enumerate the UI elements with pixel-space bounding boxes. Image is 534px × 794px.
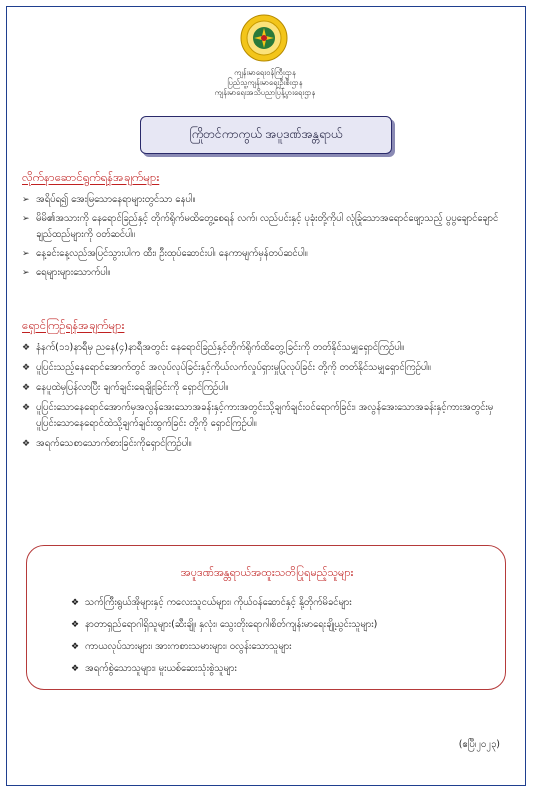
poster-title-text: ကြိုတင်ကာကွယ် အပူဒဏ်အန္တရာယ် — [189, 127, 343, 141]
do-section-heading: လိုက်နာဆောင်ရွက်ရန်အချက်များ — [22, 170, 160, 184]
diamond-bullet-icon: ❖ — [22, 383, 31, 393]
dont-list — [22, 340, 508, 452]
dont-item-text: နေပူထဲမှပြန်လာပြီး ချက်ချင်းရေချိုးခြင်းကို ရှောင်ကြဉ်ပါ။ — [36, 382, 229, 393]
risk-item-text: နာတာရှည်ရောဂါရှိသူများ(ဆီးချို၊ နှလုံး၊ သွေးတိုးရောဂါ၊စိတ်ကျန်းမာရေးချို့ယွင်းသူများ) — [85, 619, 378, 630]
diamond-bullet-icon: ❖ — [71, 642, 80, 652]
dont-item-text: နံနက်(၁၁)နာရီမှ ညနေ(၄)နာရီအတွင်း နေရောင်ခြည်နှင့်တိုက်ရိုက်ထိတွေ့ခြင်းကို တတ်နိုင်သမျှရှောင်ကြဉ်ပါ။ — [36, 342, 405, 353]
org-line-2: ပြည်သူ့ကျန်းမာရေးဦးစီးဌာန — [227, 78, 303, 87]
list-item — [71, 636, 511, 658]
list-item — [71, 658, 511, 680]
poster-title — [140, 116, 392, 154]
list-item — [22, 360, 508, 376]
diamond-bullet-icon: ❖ — [22, 439, 31, 449]
ministry-emblem-icon — [240, 14, 288, 62]
list-item — [71, 614, 511, 636]
list-item — [22, 192, 508, 208]
dont-item-text: ပူပြင်းသည့်နေရောင်အောက်တွင် အလုပ်လုပ်ခြင်းနှင့်ကိုယ်လက်လှုပ်ရှားမှုပြုလုပ်ခြင်း တို့ကို တတ်နိုင်သမျှရှောင်ကြဉ်ပါ။ — [36, 362, 431, 373]
list-item — [71, 592, 511, 614]
list-item — [22, 380, 508, 396]
risk-group-box — [26, 545, 506, 690]
list-item — [22, 340, 508, 356]
org-line-3: ကျန်းမာရေးအသိပညာပြန့်ပွားရေးဌာန — [214, 88, 316, 97]
org-line-1: ကျန်းမာရေးဝန်ကြီးဌာန — [234, 68, 296, 77]
diamond-bullet-icon: ❖ — [71, 620, 80, 630]
do-item-text: မိမိ၏အသားကို နေရောင်ခြည်နှင့် တိုက်ရိုက်မထိတွေ့စေရန် လက်၊ လည်ပင်းနှင့် ပုခုံးတို့ကိုပါ လုံခြုံသောအရောင်ဖျော့သည့် ပွပွချောင်ချောင်ချည်ထည်များကို ဝတ်ဆင်ပါ။ — [36, 213, 499, 240]
dont-section-heading: ရှောင်ကြဉ်ရန်အချက်များ — [22, 318, 125, 332]
arrow-bullet-icon: ➢ — [22, 268, 30, 278]
diamond-bullet-icon: ❖ — [22, 363, 31, 373]
arrow-bullet-icon: ➢ — [22, 249, 30, 259]
do-list — [22, 192, 508, 281]
issue-date: (ဧပြီ၊၂၀၂၃) — [458, 739, 500, 750]
risk-item-text: အရက်စွဲသောသူများ၊ မူးယစ်ဆေးသုံးစွဲသူများ — [85, 663, 237, 674]
dont-item-text: ပူပြင်းသောနေရောင်အောက်မှအလွန်အေးသောအခန်းနှင့်ကားအတွင်းသို့ချက်ချင်းဝင်ရောက်ခြင်း၊ အလွန်အေးသောအခန်းနှင့်ကားအတွင်းမှပူပြင်းသောနေရောင်ထဲသို့ချက်ချင်းထွက်ခြင်း တို့ကို ရှောင်ကြဉ်ပါ။ — [36, 402, 494, 429]
diamond-bullet-icon: ❖ — [22, 403, 31, 413]
diamond-bullet-icon: ❖ — [71, 598, 80, 608]
arrow-bullet-icon: ➢ — [22, 214, 30, 224]
arrow-bullet-icon: ➢ — [22, 195, 30, 205]
do-item-text: အရိပ်ရ၍ အေးမြသောနေရာများတွင်သာ နေပါ။ — [36, 194, 196, 205]
do-item-text: နေ့ခင်းနေ့လည်အပြင်သွားပါက ထီး၊ ဦးထုပ်ဆောင်းပါ၊ နေကာမျက်မှန်တပ်ဆင်ပါ။ — [36, 248, 308, 259]
risk-item-text: သက်ကြီးရွယ်အိုများနှင့် ကလေးသူငယ်များ၊ ကိုယ်ဝန်ဆောင်နှင့် နို့တိုက်မိခင်များ — [85, 597, 352, 608]
diamond-bullet-icon: ❖ — [71, 664, 80, 674]
list-item — [22, 265, 508, 281]
do-item-text: ရေများများသောက်ပါ။ — [36, 267, 111, 278]
list-item — [22, 246, 508, 262]
list-item — [22, 211, 508, 243]
list-item — [22, 436, 508, 452]
dont-item-text: အရက်သေစာသောက်စားခြင်းကိုရှောင်ကြဉ်ပါ။ — [36, 438, 192, 449]
list-item — [22, 400, 508, 432]
risk-box-title: အပူဒဏ်အန္တရာယ်အထူးသတိပြုရမည့်သူများ — [180, 566, 354, 579]
risk-list — [71, 592, 511, 680]
risk-item-text: ကာယလုပ်သားများ၊ အားကစားသမားများ၊ ဝလွန်းသောသူများ — [85, 641, 292, 652]
diamond-bullet-icon: ❖ — [22, 343, 31, 353]
